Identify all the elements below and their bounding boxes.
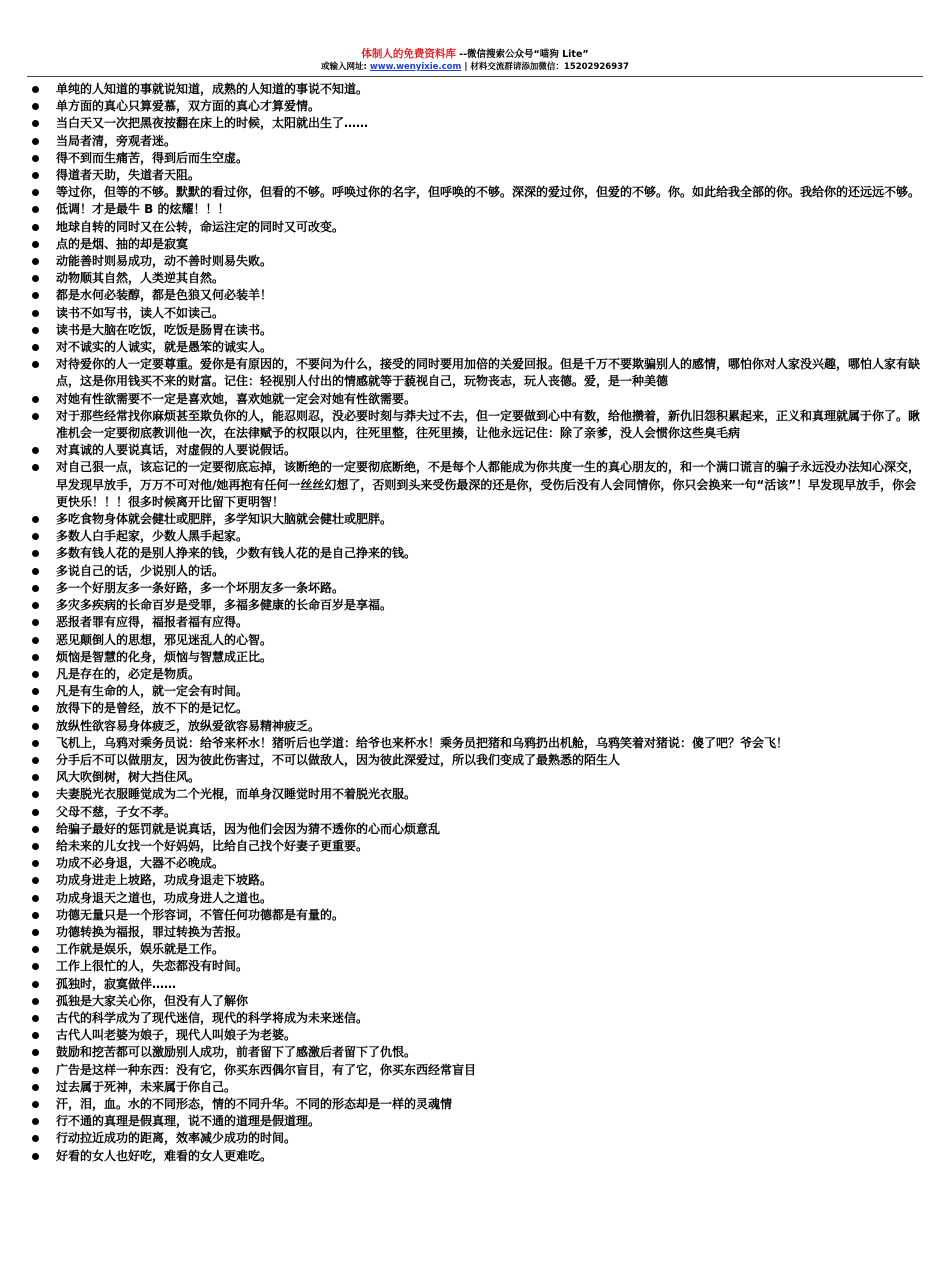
bullet-icon [32,774,39,781]
list-item-text: 功成身退天之道也，功成身进人之道也。 [56,890,273,905]
header-url-prefix: 或输入网址: [321,62,370,72]
bullet-icon [32,258,39,265]
list-item-text: 地球自转的同时又在公转，命运注定的同时又可改变。 [56,219,345,234]
list-item-text: 对待爱你的人一定要尊重。爱你是有原因的，不要问为什么，接受的同时要用加倍的关爱回报。但是千万不要欺骗别人的感情，哪怕你对人家没兴趣，哪怕人家有缺点，这是你用钱买不来的财富。记住：轻视别人付出的情感就等于藐视自己，玩物丧志，玩人丧德。爱，是一种美德 [56,357,921,389]
list-item-text: 给骗子最好的惩罚就是说真话，因为他们会因为猜不透你的心而心烦意乱 [56,821,441,836]
list-item [0,442,950,459]
list-item-text: 点的是烟、抽的却是寂寞 [56,236,189,251]
list-item [0,872,950,889]
bullet-icon [32,860,39,867]
list-item [0,580,950,597]
list-item-text: 分手后不可以做朋友，因为彼此伤害过，不可以做敌人，因为彼此深爱过，所以我们变成了最熟悉的陌生人 [56,752,621,767]
list-item [0,855,950,872]
bullet-icon [32,1118,39,1125]
list-item-text: 多一个好朋友多一条好路，多一个坏朋友多一条坏路。 [56,580,345,595]
list-item-text: 孤独时，寂寞做伴…… [56,976,177,991]
list-item [0,81,950,98]
list-item-text: 古代人叫老婆为娘子，现代人叫娘子为老婆。 [56,1028,297,1043]
bullet-icon [32,637,39,644]
bullet-icon [32,585,39,592]
list-item [0,941,950,958]
bullet-icon [32,1084,39,1091]
list-item [0,287,950,304]
list-item [0,184,950,201]
list-item-text: 对自己狠一点，该忘记的一定要彻底忘掉，该断绝的一定要彻底断绝，不是每个人都能成为你共度一生的真心朋友的，和一个满口谎言的骗子永远没办法知心深交，早发现早放手，万万不可对他/她再抱有任何一丝丝幻想了，否则到头来受伤最深的还是你，受伤后没有人会同情你，你只会换来一句“活该”！早发现早放手，你会更快乐！！！很多时候离开比留下更明智！ [56,460,921,509]
bullet-icon [32,946,39,953]
bullet-icon [32,705,39,712]
list-item [0,752,950,769]
list-item-text: 行动拉近成功的距离，效率减少成功的时间。 [56,1131,297,1146]
list-item [0,115,950,132]
bullet-icon [32,413,39,420]
bullet-icon [32,981,39,988]
list-item-text: 鼓励和挖苦都可以激励别人成功，前者留下了感激后者留下了仇恨。 [56,1045,417,1060]
bullet-icon [32,361,39,368]
list-item [0,924,950,941]
list-item-text: 低调！才是最牛 B 的炫耀！！！ [56,202,230,217]
list-item-text: 都是水何必装醇，都是色狼又何必装羊！ [56,288,273,303]
list-item [0,305,950,322]
bullet-icon [32,688,39,695]
list-item [0,700,950,717]
list-item [0,236,950,253]
list-item [0,769,950,786]
list-item [0,563,950,580]
bullet-icon [32,396,39,403]
list-item-text: 夫妻脱光衣服睡觉成为二个光棍，而单身汉睡觉时用不着脱光衣服。 [56,787,417,802]
bullet-icon [32,120,39,127]
list-item-text: 孤独是大家关心你，但没有人了解你 [56,993,249,1008]
list-item [0,1096,950,1113]
list-item [0,219,950,236]
list-item [0,1010,950,1027]
bullet-icon [32,791,39,798]
header-contact-line [0,61,950,74]
list-item-text: 读书不如写书，读人不如读己。 [56,305,225,320]
list-item [0,545,950,562]
list-item-text: 对不诚实的人诚实，就是愚笨的诚实人。 [56,340,273,355]
list-item [0,408,950,442]
list-item [0,683,950,700]
bullet-icon [32,447,39,454]
list-item-text: 飞机上，乌鸦对乘务员说：给爷来杯水！猪听后也学道：给爷也来杯水！乘务员把猪和乌鸦扔出机舱，乌鸦笑着对猪说：傻了吧？爷会飞！ [56,735,789,750]
bullet-icon [32,344,39,351]
bullet-icon [32,963,39,970]
list-item [0,459,950,511]
header-divider [27,76,923,77]
list-item [0,821,950,838]
list-item [0,786,950,803]
bullet-icon [32,464,39,471]
list-item [0,666,950,683]
bullet-icon [32,740,39,747]
list-item-text: 风大吹倒树，树大挡住风。 [56,770,201,785]
bullet-icon [32,843,39,850]
list-item [0,98,950,115]
bullet-icon [32,826,39,833]
bullet-icon [32,929,39,936]
list-item-text: 放得下的是曾经，放不下的是记忆。 [56,701,249,716]
list-item [0,597,950,614]
list-item [0,890,950,907]
bullet-icon [32,550,39,557]
list-item-text: 好看的女人也好吃，难看的女人更难吃。 [56,1148,273,1163]
list-item [0,632,950,649]
list-item [0,735,950,752]
bullet-icon [32,1049,39,1056]
bullet-icon [32,172,39,179]
bullet-icon [32,241,39,248]
list-item-text: 工作上很忙的人，失恋都没有时间。 [56,959,249,974]
list-item-text: 得不到而生痛苦，得到后而生空虚。 [56,150,249,165]
header-contact: | 材料交流群请添加微信：15202926937 [461,62,629,72]
bullet-icon [32,912,39,919]
header-url-link[interactable]: www.wenyixie.com [369,62,462,72]
list-item [0,1130,950,1147]
list-item-text: 对她有性欲需要不一定是喜欢她，喜欢她就一定会对她有性欲需要。 [56,391,417,406]
bullet-icon [32,310,39,317]
bullet-icon [32,1015,39,1022]
header-wechat: --微信搜索公众号“喵狗 Lite” [455,49,589,60]
list-item-text: 功德转换为福报，罪过转换为苦报。 [56,924,249,939]
list-item-text: 行不通的真理是假真理，说不通的道理是假道理。 [56,1114,321,1129]
list-item [0,804,950,821]
list-item [0,339,950,356]
header-title-line [0,48,950,61]
bullet-icon [32,602,39,609]
bullet-icon [32,292,39,299]
list-item-text: 单纯的人知道的事就说知道，成熟的人知道的事说不知道。 [56,82,369,96]
list-item [0,201,950,218]
bullet-icon [32,86,39,93]
bullet-icon [32,895,39,902]
list-item [0,1044,950,1061]
list-item [0,270,950,287]
bullet-icon [32,809,39,816]
list-item [0,718,950,735]
list-item-text: 读书是大脑在吃饭，吃饭是肠胃在读书。 [56,322,273,337]
list-item [0,1027,950,1044]
list-item [0,133,950,150]
list-item-text: 广告是这样一种东西：没有它，你买东西偶尔盲目，有了它，你买东西经常盲目 [56,1062,477,1077]
bullet-icon [32,138,39,145]
bullet-icon [32,757,39,764]
list-item-text: 过去属于死神，未来属于你自己。 [56,1079,237,1094]
bullet-icon [32,224,39,231]
list-item [0,1062,950,1079]
list-item-text: 对于那些经常找你麻烦甚至欺负你的人，能忍则忍，没必要时刻与莽夫过不去，但一定要做到心中有数，给他攒着，新仇旧怨积累起来，正义和真理就属于你了。瞅准机会一定要彻底教训他一次，在法律赋予的权限以内，往死里整，往死里揍，让他永远记住：除了亲爹，没人会惯你这些臭毛病 [56,408,921,441]
list-item-text: 多数人白手起家，少数人黑手起家。 [56,529,249,544]
bullet-icon [32,998,39,1005]
list-item-text: 多灾多疾病的长命百岁是受罪，多福多健康的长命百岁是享福。 [56,598,393,613]
list-item [0,907,950,924]
header-brand: 体制人的免费资料库 [361,48,456,60]
list-item [0,649,950,666]
list-item-text: 恶报者罪有应得，福报者福有应得。 [56,615,249,630]
bullet-icon [32,206,39,213]
list-item [0,322,950,339]
bullet-icon [32,275,39,282]
list-item-text: 功成身进走上坡路，功成身退走下坡路。 [56,873,273,888]
list-item-text: 烦恼是智慧的化身，烦恼与智慧成正比。 [56,649,273,664]
list-item-text: 动能善时则易成功，动不善时则易失败。 [56,254,273,269]
list-item-text: 凡是存在的，必定是物质。 [56,666,201,681]
list-item-text: 得道者天助，失道者天阻。 [56,168,201,183]
list-item-text: 多吃食物身体就会健壮或肥胖，多学知识大脑就会健壮或肥胖。 [56,512,393,527]
bullet-icon [32,327,39,334]
list-item-text: 对真诚的人要说真话，对虚假的人要说假话。 [56,443,297,458]
list-item-text: 汗，泪，血。水的不同形态，情的不同升华。不同的形态却是一样的灵魂情 [56,1096,453,1111]
list-item [0,150,950,167]
list-item [0,1113,950,1130]
bullet-icon [32,1135,39,1142]
list-item-text: 动物顺其自然，人类逆其自然。 [56,271,225,286]
list-item-text: 父母不慈，子女不孝。 [56,804,177,819]
bullet-icon [32,1032,39,1039]
list-item-text: 当白天又一次把黑夜按翻在床上的时候，太阳就出生了…… [56,116,369,131]
list-item-text: 放纵性欲容易身体疲乏，放纵爱欲容易精神疲乏。 [56,718,321,733]
list-item [0,167,950,184]
list-item [0,1148,950,1165]
bullet-icon [32,189,39,196]
list-item [0,511,950,528]
bullet-icon [32,103,39,110]
list-item-text: 凡是有生命的人，就一定会有时间。 [56,684,249,699]
list-item [0,1079,950,1096]
bullet-icon [32,533,39,540]
list-item [0,391,950,408]
bullet-icon [32,1067,39,1074]
list-item-text: 多说自己的话，少说别人的话。 [56,563,225,578]
list-item-text: 功德无量只是一个形容词，不管任何功德都是有量的。 [56,907,345,922]
bullet-icon [32,877,39,884]
list-item [0,976,950,993]
list-item [0,838,950,855]
page-header [0,48,950,74]
bullet-icon [32,568,39,575]
list-item-text: 工作就是娱乐，娱乐就是工作。 [56,942,225,957]
list-item [0,993,950,1010]
list-item [0,253,950,270]
list-item-text: 功成不必身退，大器不必晚成。 [56,856,225,871]
bullet-icon [32,723,39,730]
list-item [0,958,950,975]
list-item-text: 多数有钱人花的是别人挣来的钱，少数有钱人花的是自己挣来的钱。 [56,546,417,561]
list-item-text: 恶见颠倒人的思想，邪见迷乱人的心智。 [56,632,273,647]
bullet-icon [32,516,39,523]
list-item-text: 当局者清，旁观者迷。 [56,133,177,148]
list-item-text: 给未来的儿女找一个好妈妈，比给自己找个好妻子更重要。 [56,838,369,853]
list-item-text: 等过你，但等的不够。默默的看过你，但看的不够。呼唤过你的名字，但呼唤的不够。深深的爱过你，但爱的不够。你。如此给我全部的你。我给你的还远远不够。 [56,185,921,200]
bullet-icon [32,155,39,162]
bullet-icon [32,619,39,626]
list-item [0,528,950,545]
bullet-icon [32,1101,39,1108]
list-item [0,356,950,390]
quote-list [0,81,950,1165]
bullet-icon [32,1153,39,1160]
list-item-text: 单方面的真心只算爱慕，双方面的真心才算爱情。 [56,99,321,114]
bullet-icon [32,654,39,661]
list-item [0,614,950,631]
bullet-icon [32,671,39,678]
list-item-text: 古代的科学成为了现代迷信，现代的科学将成为未来迷信。 [56,1010,369,1025]
